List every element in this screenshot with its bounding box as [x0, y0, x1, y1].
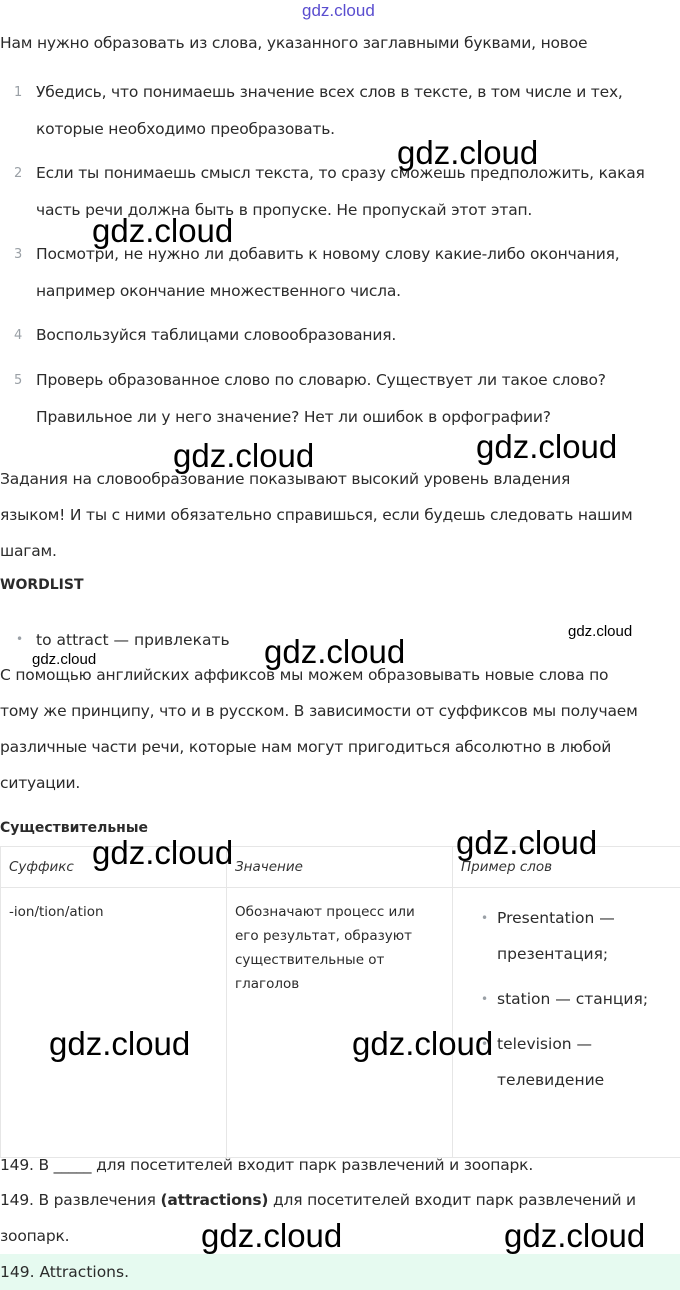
affix-paragraph-line: различные части речи, которые нам могут пригодиться абсолютно в любой — [0, 738, 612, 756]
list-item — [461, 900, 672, 972]
step-number: 4 — [14, 328, 23, 343]
examples-cell — [453, 888, 680, 1158]
watermark: gdz.cloud — [264, 633, 406, 670]
affix-paragraph-line: С помощью английских аффиксов мы можем образовывать новые слова по — [0, 666, 609, 684]
meaning-line: Обозначают процесс или — [235, 904, 415, 920]
step-text-line: которые необходимо преобразовать. — [36, 120, 335, 138]
watermark: gdz.cloud — [504, 1217, 646, 1254]
watermark: gdz.cloud — [92, 834, 234, 871]
suffix-cell — [1, 888, 227, 1158]
step-text-line: Убедись, что понимаешь значение всех слов в тексте, в том числе и тех, — [36, 83, 623, 101]
meaning-cell — [227, 888, 453, 1158]
examples-list — [461, 900, 672, 1098]
step-number: 3 — [14, 247, 23, 262]
tasks-paragraph-line: языком! И ты с ними обязательно справишься, если будешь следовать нашим — [0, 506, 633, 524]
watermark: gdz.cloud — [476, 428, 618, 465]
suffix-value: -ion/tion/ation — [9, 904, 104, 920]
meaning-line: его результат, образуют — [235, 928, 412, 944]
column-header: Пример слов — [453, 847, 680, 888]
step-text-line: Правильное ли у него значение? Нет ли ошибок в орфографии? — [36, 408, 551, 426]
step-text-line: Посмотри, не нужно ли добавить к новому слову какие-либо окончания, — [36, 245, 620, 263]
table-row — [1, 888, 680, 1158]
watermark: gdz.cloud — [397, 134, 539, 171]
answer-text: 149. Attractions. — [0, 1263, 130, 1281]
example-line: презентация; — [497, 945, 609, 963]
column-header: Суффикс — [1, 847, 227, 888]
intro-text: Нам нужно образовать из слова, указанного заглавными буквами, новое — [0, 34, 588, 52]
bullet-icon: • — [16, 632, 24, 646]
step-number: 2 — [14, 166, 23, 181]
task-answer-word: (attractions) — [160, 1191, 269, 1209]
step-text-line: Проверь образованное слово по словарю. Существует ли такое слово? — [36, 371, 606, 389]
example-line: • television — — [497, 1035, 593, 1053]
watermark: gdz.cloud — [49, 1025, 191, 1062]
tasks-paragraph-line: Задания на словообразование показывают высокий уровень владения — [0, 470, 571, 488]
example-line: телевидение — [497, 1071, 605, 1089]
nouns-heading: Существительные — [0, 820, 148, 836]
watermark: gdz.cloud — [201, 1217, 343, 1254]
suffix-table — [0, 846, 680, 1158]
watermark: gdz.cloud — [456, 824, 598, 861]
wordlist-item: to attract — привлекать — [36, 631, 230, 649]
watermark: gdz.cloud — [352, 1025, 494, 1062]
watermark: gdz.cloud — [173, 437, 315, 474]
wordlist-heading: WORDLIST — [0, 577, 84, 593]
list-item — [461, 981, 672, 1017]
meaning-line: глаголов — [235, 976, 300, 992]
watermark-top: gdz.cloud — [302, 1, 375, 20]
affix-paragraph-line: ситуации. — [0, 774, 81, 792]
step-text-line: например окончание множественного числа. — [36, 282, 401, 300]
step-number: 1 — [14, 85, 23, 100]
task-text: для посетителей входит парк развлечений и — [268, 1191, 636, 1209]
watermark: gdz.cloud — [32, 651, 97, 668]
column-header: Значение — [227, 847, 453, 888]
answer-bar — [0, 1254, 680, 1290]
example-line: • station — станция; — [497, 990, 649, 1008]
task-line: 149. В _____ для посетителей входит парк развлечений и зоопарк. — [0, 1156, 534, 1174]
task-line: зоопарк. — [0, 1227, 70, 1245]
step-text-line: Воспользуйся таблицами словообразования. — [36, 326, 397, 344]
meaning-line: существительные от — [235, 952, 385, 968]
step-number: 5 — [14, 373, 23, 388]
step-text-line: Если ты понимаешь смысл текста, то сразу сможешь предположить, какая — [36, 164, 645, 182]
watermark: gdz.cloud — [92, 212, 234, 249]
task-line — [0, 1182, 680, 1218]
watermark: gdz.cloud — [568, 623, 633, 640]
task-text: 149. В развлечения — [0, 1191, 161, 1209]
step-text-line: часть речи должна быть в пропуске. Не пропускай этот этап. — [36, 201, 533, 219]
tasks-paragraph-line: шагам. — [0, 542, 57, 560]
example-line: • Presentation — — [497, 909, 615, 927]
affix-paragraph-line: тому же принципу, что и в русском. В зависимости от суффиксов мы получаем — [0, 702, 638, 720]
